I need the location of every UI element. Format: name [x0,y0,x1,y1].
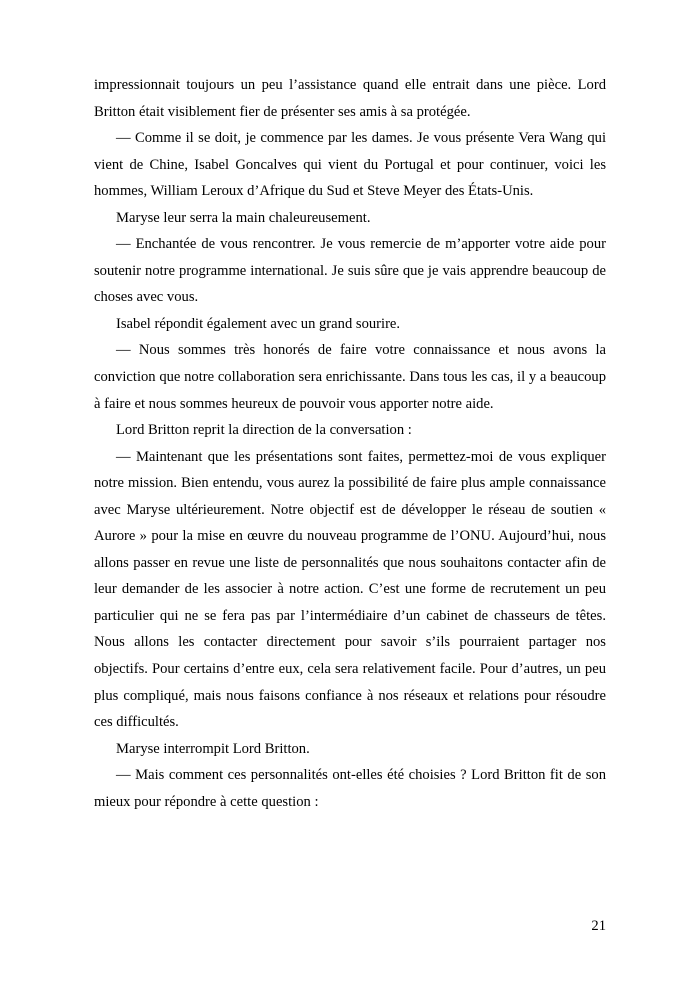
paragraph: Lord Britton reprit la direction de la conversation : [116,422,412,439]
paragraph: — Nous sommes très honorés de faire votre connaissance et nous avons la conviction que notre collaboration sera enrichissante. Dans tous les cas, il y a beaucoup à faire et nous sommes heureux de pouvoir vous apporter notre aide. [94,342,606,412]
paragraph: — Mais comment ces personnalités ont-elles été choisies ? Lord Britton fit de son mieux pour répondre à cette question : [94,767,606,810]
page-body [94,72,606,815]
paragraph: — Comme il se doit, je commence par les dames. Je vous présente Vera Wang qui vient de Chine, Isabel Goncalves qui vient du Portugal et pour continuer, voici les hommes, William Leroux d’Afrique du Sud et Steve Meyer des États-Unis. [94,130,606,200]
paragraph: — Enchantée de vous rencontrer. Je vous remercie de m’apporter votre aide pour soutenir notre programme international. Je suis sûre que je vais apprendre beaucoup de choses avec vous. [94,236,606,306]
page-number: 21 [591,918,606,935]
paragraph: — Maintenant que les présentations sont faites, permettez-moi de vous expliquer notre mission. Bien entendu, vous aurez la possibilité de faire plus ample connaissance avec Maryse ultérieurement. Notre objectif est de développer le réseau de soutien « Aurore » pour la mise en œuvre du nouveau programme de l’ONU. Aujourd’hui, nous allons passer en revue une liste de personnalités que nous souhaitons contacter afin de leur demander de les associer à notre action. C’est une forme de recrutement un peu particulier qui ne se fera pas par l’intermédiaire d’un cabinet de chasseurs de têtes. Nous allons les contacter directement pour savoir s’ils pourraient partager nos objectifs. Pour certains d’entre eux, cela sera relativement facile. Pour d’autres, un peu plus compliqué, mais nous faisons confiance à nos réseaux et relations pour résoudre ces difficultés. [94,448,606,731]
paragraph: Maryse interrompit Lord Britton. [116,740,310,757]
paragraph: Maryse leur serra la main chaleureusement. [116,209,371,226]
paragraph: impressionnait toujours un peu l’assistance quand elle entrait dans une pièce. Lord Britton était visiblement fier de présenter ses amis à sa protégée. [94,77,606,120]
paragraph: Isabel répondit également avec un grand sourire. [116,315,401,332]
